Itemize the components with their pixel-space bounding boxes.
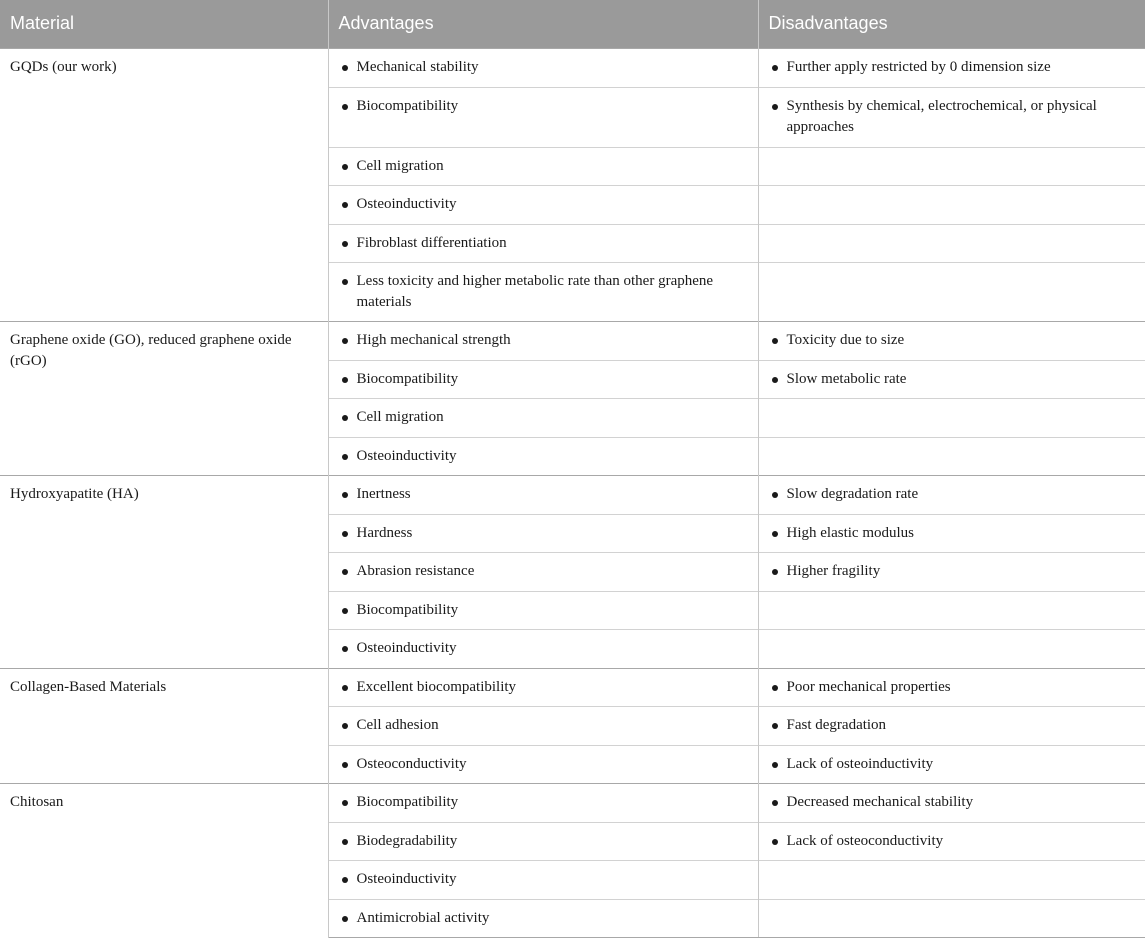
advantage-text: High mechanical strength [356, 331, 511, 348]
advantage-cell [328, 514, 758, 552]
header-row [0, 0, 1145, 48]
advantage-cell [328, 629, 758, 668]
bullet-icon [342, 877, 348, 883]
bullet-icon [342, 202, 348, 208]
bullet-icon [342, 723, 348, 729]
disadvantage-text: Poor mechanical properties [786, 678, 951, 695]
advantage-text: Biocompatibility [356, 97, 459, 114]
advantage-cell [328, 262, 758, 321]
advantage-cell [328, 475, 758, 514]
advantage-cell [328, 87, 758, 147]
advantage-text: Mechanical stability [356, 58, 479, 75]
material-cell: Graphene oxide (GO), reduced graphene oxide (rGO) [0, 321, 328, 475]
advantage-text: Cell migration [356, 157, 444, 174]
disadvantage-text: Slow degradation rate [786, 485, 919, 502]
advantage-text: Biocompatibility [356, 793, 459, 810]
table-row [0, 783, 1145, 822]
disadvantage-text: Higher fragility [786, 562, 881, 579]
advantage-cell [328, 48, 758, 87]
bullet-icon [342, 415, 348, 421]
bullet-icon [772, 377, 778, 383]
bullet-icon [772, 492, 778, 498]
advantage-text: Osteoinductivity [356, 870, 457, 887]
bullet-icon [342, 65, 348, 71]
advantage-text: Hardness [356, 524, 413, 541]
advantage-cell [328, 360, 758, 398]
advantage-cell [328, 147, 758, 185]
disadvantage-cell [758, 262, 1145, 321]
disadvantage-cell [758, 87, 1145, 147]
advantage-text: Cell migration [356, 408, 444, 425]
material-cell: GQDs (our work) [0, 48, 328, 321]
advantage-cell [328, 706, 758, 745]
advantage-cell [328, 668, 758, 706]
disadvantage-text: High elastic modulus [786, 524, 914, 541]
advantage-cell [328, 437, 758, 475]
disadvantage-cell [758, 629, 1145, 668]
advantage-cell [328, 321, 758, 360]
bullet-icon [342, 164, 348, 170]
bullet-icon [772, 569, 778, 575]
bullet-icon [342, 241, 348, 247]
advantage-text: Cell adhesion [356, 716, 439, 733]
material-cell: Chitosan [0, 783, 328, 937]
disadvantage-text: Further apply restricted by 0 dimension size [786, 58, 1051, 75]
bullet-icon [772, 531, 778, 537]
advantage-text: Osteoinductivity [356, 195, 457, 212]
header-material: Material [0, 0, 328, 48]
bullet-icon [342, 569, 348, 575]
disadvantage-cell [758, 706, 1145, 745]
disadvantage-cell [758, 360, 1145, 398]
header-disadvantages: Disadvantages [758, 0, 1145, 48]
table-row [0, 668, 1145, 706]
table-row [0, 475, 1145, 514]
material-cell: Hydroxyapatite (HA) [0, 475, 328, 668]
disadvantage-text: Lack of osteoconductivity [786, 832, 944, 849]
disadvantage-text: Slow metabolic rate [786, 370, 907, 387]
advantage-text: Antimicrobial activity [356, 909, 490, 926]
disadvantage-cell [758, 147, 1145, 185]
disadvantage-text: Lack of osteoinductivity [786, 755, 934, 772]
disadvantage-cell [758, 745, 1145, 783]
bullet-icon [342, 685, 348, 691]
bullet-icon [342, 377, 348, 383]
bullet-icon [772, 338, 778, 344]
advantage-cell [328, 185, 758, 224]
bullet-icon [342, 646, 348, 652]
advantage-cell [328, 822, 758, 860]
bullet-icon [772, 839, 778, 845]
bullet-icon [342, 338, 348, 344]
advantage-text: Osteoconductivity [356, 755, 467, 772]
bullet-icon [342, 531, 348, 537]
advantage-cell [328, 899, 758, 937]
bullet-icon [772, 104, 778, 110]
bullet-icon [342, 492, 348, 498]
advantage-text: Biodegradability [356, 832, 458, 849]
advantage-cell [328, 745, 758, 783]
advantage-cell [328, 224, 758, 262]
disadvantage-cell [758, 475, 1145, 514]
table-row [0, 321, 1145, 360]
table-row [0, 48, 1145, 87]
advantage-cell [328, 591, 758, 629]
disadvantage-cell [758, 321, 1145, 360]
disadvantage-cell [758, 437, 1145, 475]
table-body [0, 48, 1145, 937]
bullet-icon [772, 65, 778, 71]
bullet-icon [342, 279, 348, 285]
bullet-icon [342, 839, 348, 845]
advantage-text: Less toxicity and higher metabolic rate than other graphene materials [356, 272, 714, 310]
disadvantage-cell [758, 398, 1145, 437]
advantage-text: Excellent biocompatibility [356, 678, 517, 695]
material-cell: Collagen-Based Materials [0, 668, 328, 783]
disadvantage-text: Decreased mechanical stability [786, 793, 974, 810]
disadvantage-cell [758, 899, 1145, 937]
disadvantage-cell [758, 552, 1145, 591]
disadvantage-text: Synthesis by chemical, electrochemical, or physical approaches [786, 97, 1097, 135]
bullet-icon [342, 762, 348, 768]
bullet-icon [772, 723, 778, 729]
disadvantage-cell [758, 224, 1145, 262]
bullet-icon [342, 800, 348, 806]
disadvantage-cell [758, 860, 1145, 899]
disadvantage-cell [758, 185, 1145, 224]
advantage-cell [328, 783, 758, 822]
advantage-text: Biocompatibility [356, 370, 459, 387]
bullet-icon [772, 685, 778, 691]
advantage-text: Fibroblast differentiation [356, 234, 507, 251]
bullet-icon [342, 454, 348, 460]
advantage-text: Osteoinductivity [356, 639, 457, 656]
disadvantage-cell [758, 591, 1145, 629]
bullet-icon [342, 104, 348, 110]
advantage-text: Inertness [356, 485, 411, 502]
advantage-cell [328, 552, 758, 591]
advantage-cell [328, 860, 758, 899]
disadvantage-text: Fast degradation [786, 716, 887, 733]
disadvantage-cell [758, 822, 1145, 860]
bullet-icon [772, 762, 778, 768]
disadvantage-cell [758, 514, 1145, 552]
advantage-text: Osteoinductivity [356, 447, 457, 464]
advantage-cell [328, 398, 758, 437]
bullet-icon [342, 916, 348, 922]
disadvantage-cell [758, 668, 1145, 706]
disadvantage-cell [758, 48, 1145, 87]
disadvantage-text: Toxicity due to size [786, 331, 905, 348]
header-advantages: Advantages [328, 0, 758, 48]
bullet-icon [342, 608, 348, 614]
bullet-icon [772, 800, 778, 806]
disadvantage-cell [758, 783, 1145, 822]
advantage-text: Abrasion resistance [356, 562, 475, 579]
advantage-text: Biocompatibility [356, 601, 459, 618]
